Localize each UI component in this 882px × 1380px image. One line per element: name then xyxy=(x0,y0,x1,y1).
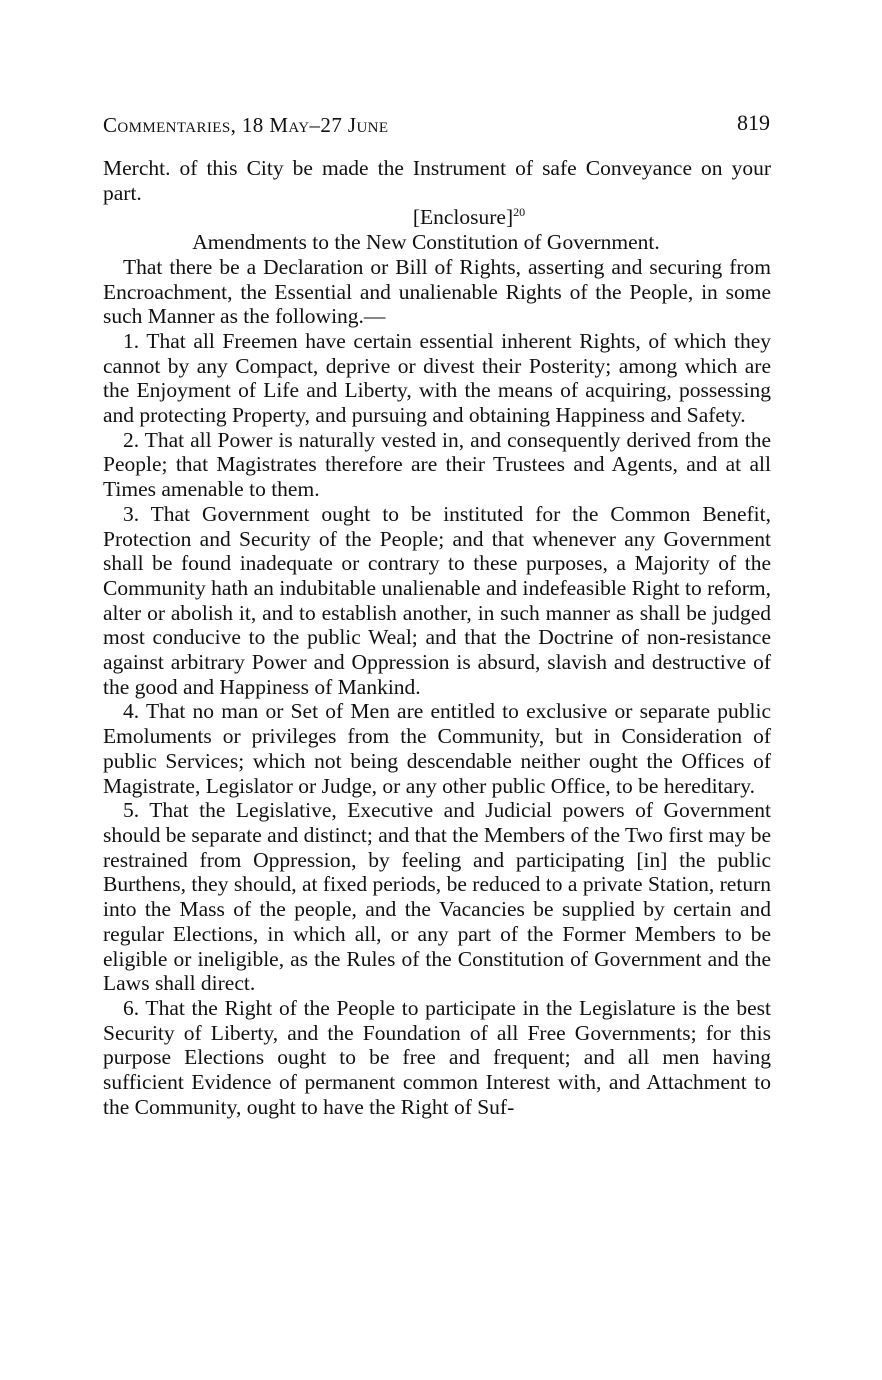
amendment-item: 2. That all Power is naturally vested in, and consequently derived from the People; that Magistrates therefore are their Trustees and Agents, and at all Times amenable to them. xyxy=(103,427,771,502)
body-text xyxy=(103,156,771,1119)
intro-paragraph: That there be a Declaration or Bill of Rights, asserting and securing from Encroachment, the Essential and unalienable Rights of the People, in some such Manner as the following.— xyxy=(103,254,771,329)
amendments-title: Amendments to the New Constitution of Government. xyxy=(192,230,660,255)
running-head xyxy=(103,110,770,140)
amendment-item: 3. That Government ought to be instituted for the Common Benefit, Protection and Security of the People; and that whenever any Government shall be found inadequate or contrary to these purposes, a Majority of the Community hath an indubitable unalienable and indefeasible Right to reform, alter or abolish it, and to establish another, in such manner as shall be judged most conducive to the public Weal; and that the Doctrine of non-resistance against arbitrary Power and Oppression is absurd, slavish and destructive of the good and Happiness of Mankind. xyxy=(103,501,771,699)
running-title: Commentaries, 18 May–27 June xyxy=(103,113,389,137)
enclosure-note-marker: 20 xyxy=(513,205,526,220)
amendment-item: 4. That no man or Set of Men are entitled to exclusive or separate public Emoluments or privileges from the Community, but in Consideration of public Services; which not being descendable neither ought the Offices of Magistrate, Legislator or Judge, or any other public Office, to be hereditary. xyxy=(103,699,771,798)
continuation-paragraph: Mercht. of this City be made the Instrument of safe Conveyance on your part. xyxy=(103,156,771,205)
amendment-item: 1. That all Freemen have certain essential inherent Rights, of which they cannot by any Compact, deprive or divest their Posterity; among which are the Enjoyment of Life and Liberty, with the means of acquiring, possessing and protecting Property, and pursuing and obtaining Happiness and Safety. xyxy=(103,328,771,428)
enclosure-label: [Enclosure] xyxy=(412,205,514,230)
amendment-item: 6. That the Right of the People to participate in the Legislature is the best Security of Liberty, and the Foundation of all Free Governments; for this purpose Elections ought to be free and frequent; and all men having sufficient Evidence of permanent common Interest with, and Attachment to the Community, ought to have the Right of Suf- xyxy=(103,995,771,1119)
page-number: 819 xyxy=(737,110,770,135)
amendment-item: 5. That the Legislative, Executive and Judicial powers of Government should be separate and distinct; and that the Members of the Two first may be restrained from Oppression, by feeling and participating [in] the public Burthens, they should, at fixed periods, be reduced to a private Station, return into the Mass of the people, and the Vacancies be supplied by certain and regular Elections, in which all, or any part of the Former Members to be eligible or ineligible, as the Rules of the Constitution of Government and the Laws shall direct. xyxy=(103,798,772,996)
enclosure-heading xyxy=(103,205,771,230)
